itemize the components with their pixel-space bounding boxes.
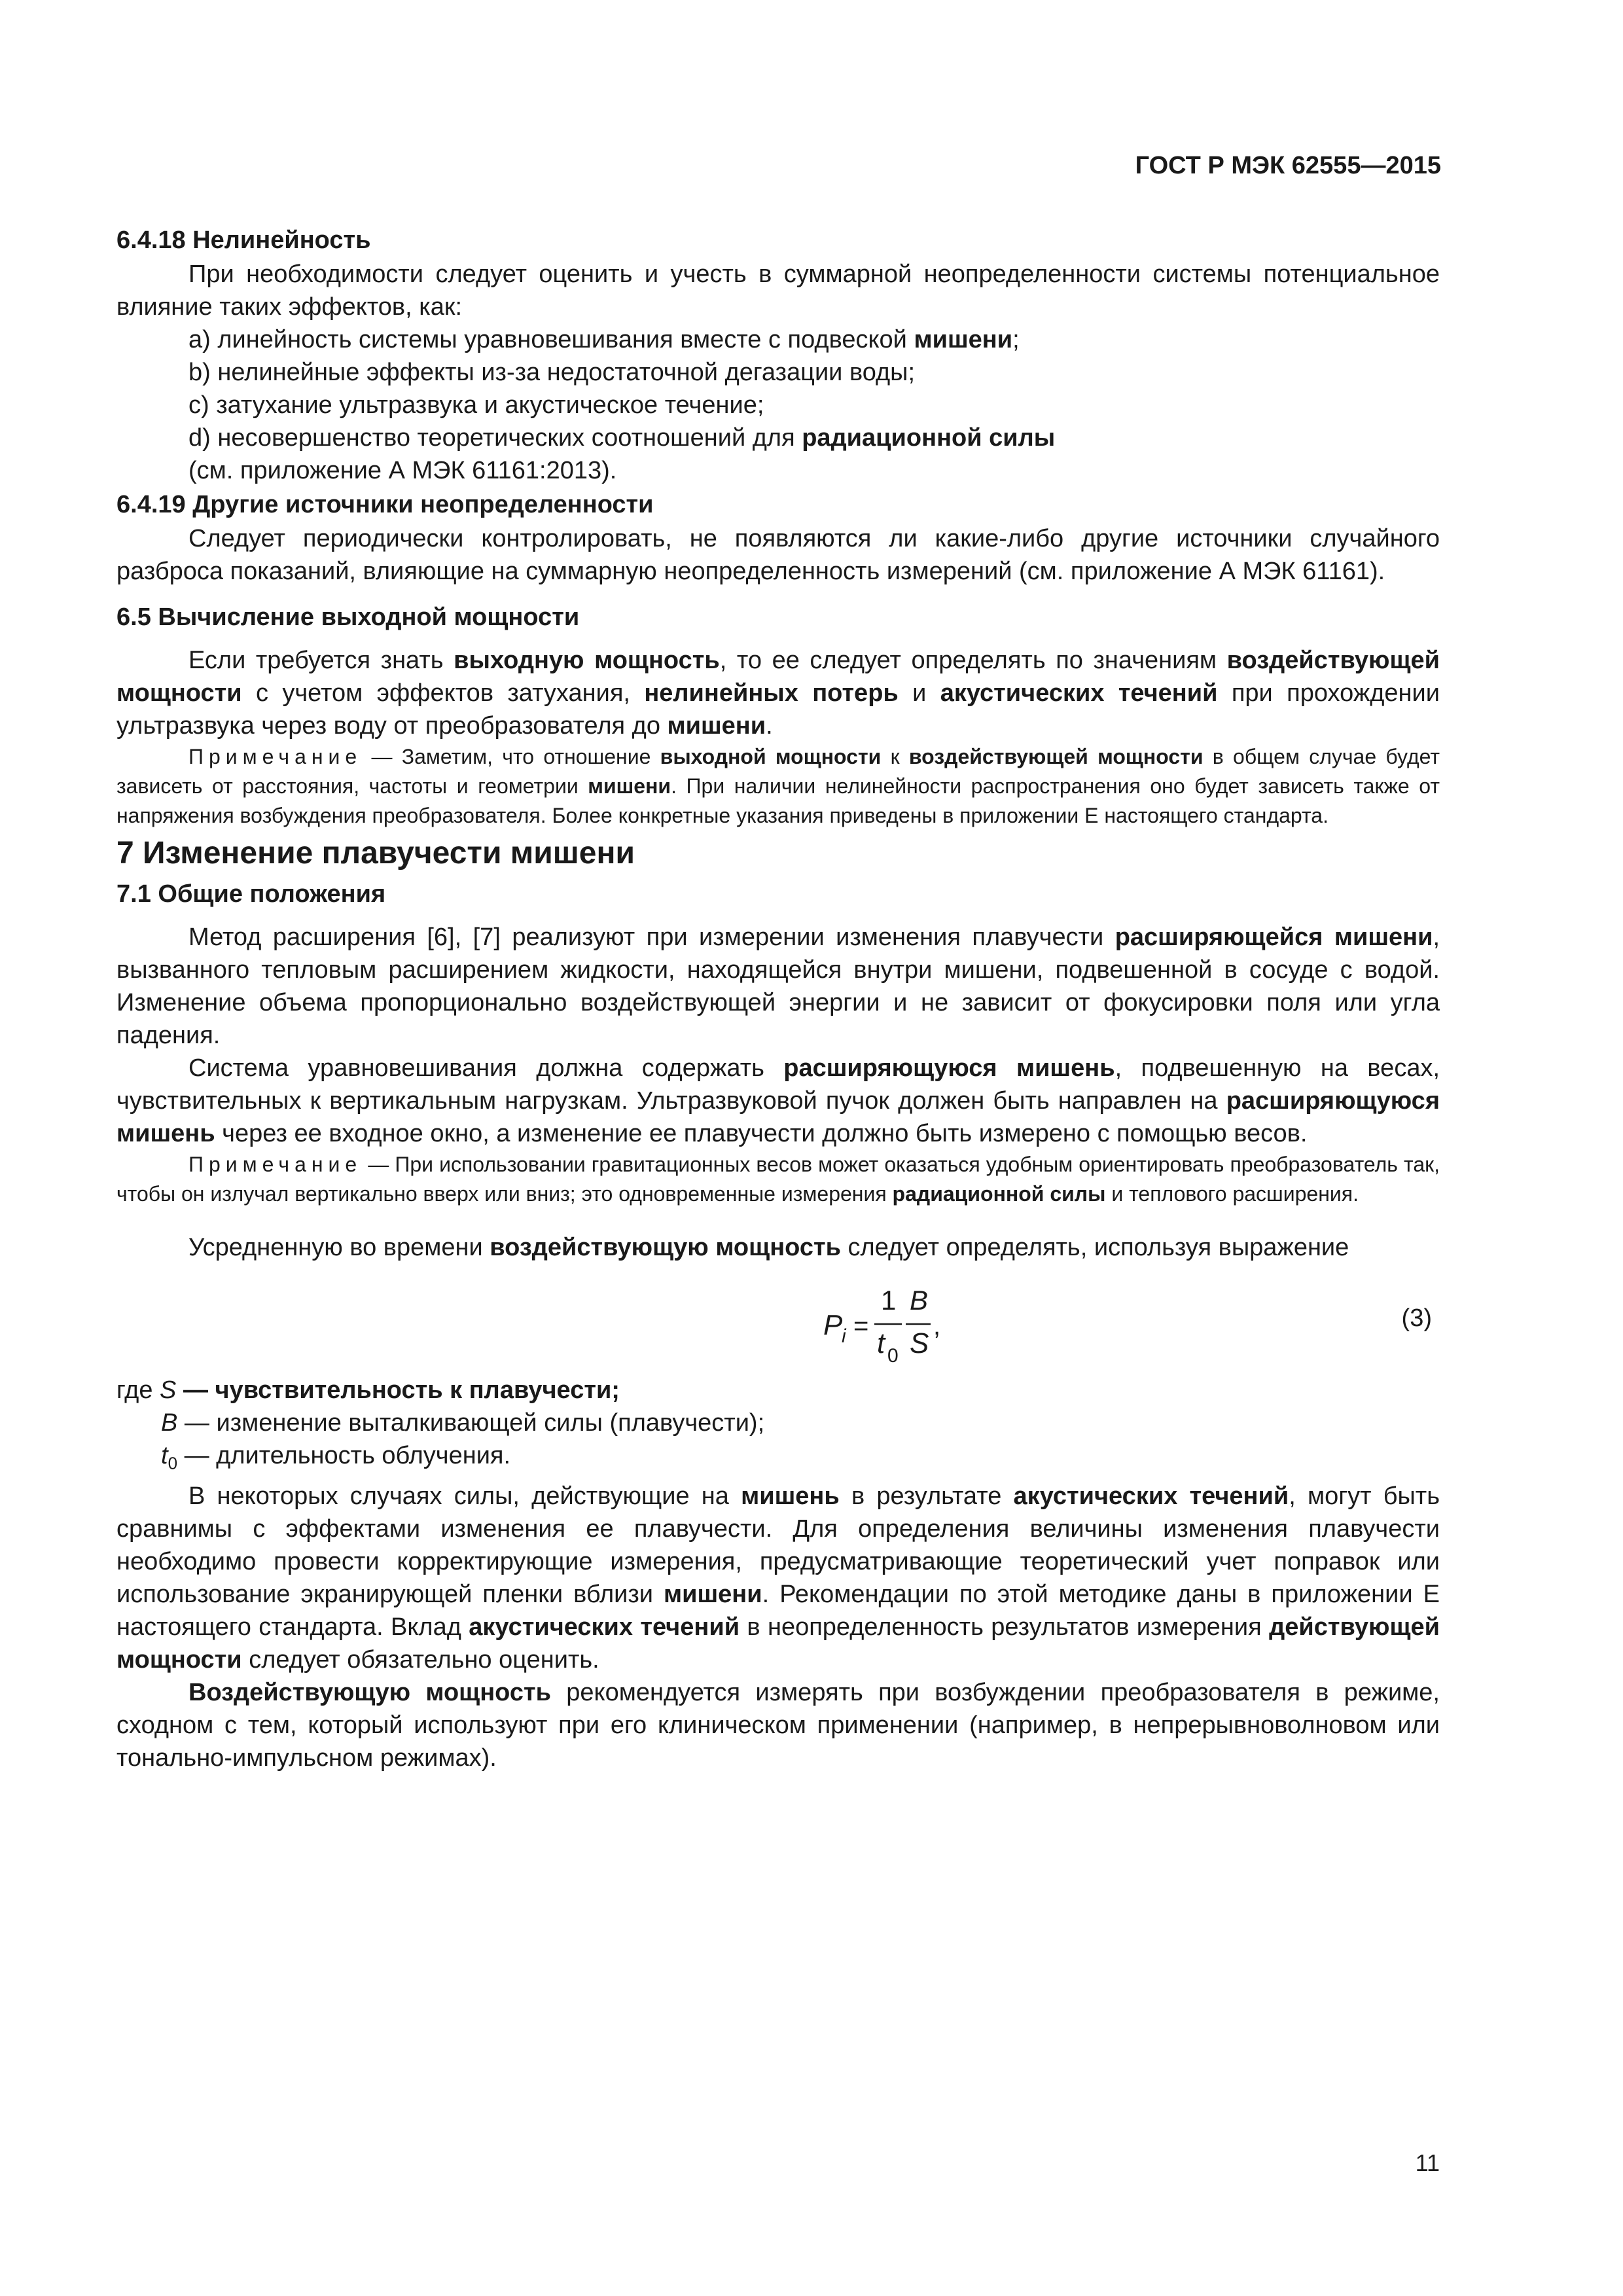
formula-lhs: P xyxy=(823,1309,843,1341)
formula-3 xyxy=(822,1269,953,1374)
list-reference: (см. приложение А МЭК 61161:2013). xyxy=(188,457,617,484)
list-item-a: a) линейность системы уравновешивания вместе с подвеской мишени; xyxy=(188,326,1020,353)
list-item-b: b) нелинейные эффекты из-за недостаточной дегазации воды; xyxy=(188,359,916,386)
page-content xyxy=(116,223,1440,1774)
effects-list xyxy=(188,323,1440,487)
formula-number: (3) xyxy=(1401,1304,1432,1332)
standard-header: ГОСТ Р МЭК 62555—2015 xyxy=(1135,152,1441,179)
formula-num1: 1 xyxy=(881,1285,897,1316)
section-6-4-19-text: Следует периодически контролировать, не появляются ли какие-либо другие источники случайного разброса показаний, влияющие на суммарную неопределенность измерений (см. приложение А МЭК 61161). xyxy=(116,525,1440,585)
section-7-1-paragraph-1: Метод расширения [6], [7] реализуют при измерении изменения плавучести расширяющейся мишени, вызванного тепловым расширением жидкости, находящейся внутри мишени, подвешенной в сосуде с водой. Изменение объема пропорционально воздействующей энергии и не зависит от фокусировки поля или угла падения. xyxy=(116,924,1440,1049)
paragraph-streaming: В некоторых случаях силы, действующие на мишень в результате акустических течений, могут быть сравнимы с эффектами изменения ее плавучести. Для определения величины изменения плавучести необходимо провести корректирующие измерения, предусматривающие теоретический учет поправок или использование экранирующей пленки вблизи мишени. Рекомендации по этой методике даны в приложении E настоящего стандарта. Вклад акустических течений в неопределенность результатов измерения действующей мощности следует обязательно оценить. xyxy=(116,1482,1440,1674)
section-6-5-title: 6.5 Вычисление выходной мощности xyxy=(116,603,580,631)
legend-s: где S — чувствительность к плавучести; xyxy=(116,1376,620,1404)
formula-tail: , xyxy=(933,1312,941,1340)
formula-eq: = xyxy=(853,1312,869,1340)
note-2: Примечание — При использовании гравитационных весов может оказаться удобным ориентировать преобразователь так, чтобы он излучал вертикально вверх или вниз; это одновременные измерения радиационной силы и теплового расширения. xyxy=(116,1153,1440,1206)
formula-row xyxy=(116,1269,1440,1374)
formula-den1-sub: 0 xyxy=(887,1345,899,1367)
formula-lhs-sub: i xyxy=(842,1325,846,1347)
section-7-1-title: 7.1 Общие положения xyxy=(116,880,386,908)
legend-t: $t_0$ — длительность облучения. xyxy=(161,1442,511,1473)
formula-legend xyxy=(116,1374,1440,1480)
formula-intro: Усредненную во времени воздействующую мощность следует определять, используя выражение xyxy=(188,1234,1349,1261)
legend-b: B — изменение выталкивающей силы (плавучести); xyxy=(161,1409,765,1437)
section-6-4-18-title: 6.4.18 Нелинейность xyxy=(116,226,371,254)
paragraph-excitation: Воздействующую мощность рекомендуется измерять при возбуждении преобразователя в режиме, сходном с тем, который используют при его клиническом применении (например, в непрерывноволновом или тонально-импульсном режимах). xyxy=(116,1678,1440,1772)
section-6-5-text: Если требуется знать выходную мощность, то ее следует определять по значениям воздействующей мощности с учетом эффектов затухания, нелинейных потерь и акустических течений при прохождении ультразвука через воду от преобразователя до мишени. xyxy=(116,647,1440,740)
formula-den1: t xyxy=(877,1327,885,1359)
formula-num2: B xyxy=(910,1285,929,1316)
list-item-d: d) несовершенство теоретических соотношений для радиационной силы xyxy=(188,424,1056,452)
list-item-c: c) затухание ультразвука и акустическое течение; xyxy=(188,391,764,419)
section-6-4-19-title: 6.4.19 Другие источники неопределенности xyxy=(116,491,654,518)
page-number: 11 xyxy=(1415,2149,1440,2176)
note-1: Примечание — Заметим, что отношение выходной мощности к воздействующей мощности в общем случае будет зависеть от расстояния, частоты и геометрии мишени. При наличии нелинейности распространения оно будет зависеть также от напряжения возбуждения преобразователя. Более конкретные указания приведены в приложении E настоящего стандарта. xyxy=(116,745,1440,827)
formula-den2: S xyxy=(910,1327,929,1359)
section-7-title: 7 Изменение плавучести мишени xyxy=(116,836,635,870)
section-7-1-paragraph-2: Система уравновешивания должна содержать расширяющуюся мишень, подвешенную на весах, чувствительных к вертикальным нагрузкам. Ультразвуковой пучок должен быть направлен на расширяющуюся мишень через ее входное окно, а изменение ее плавучести должно быть измерено с помощью весов. xyxy=(116,1054,1440,1147)
section-6-4-18-intro: При необходимости следует оценить и учесть в суммарной неопределенности системы потенциальное влияние таких эффектов, как: xyxy=(116,260,1440,321)
